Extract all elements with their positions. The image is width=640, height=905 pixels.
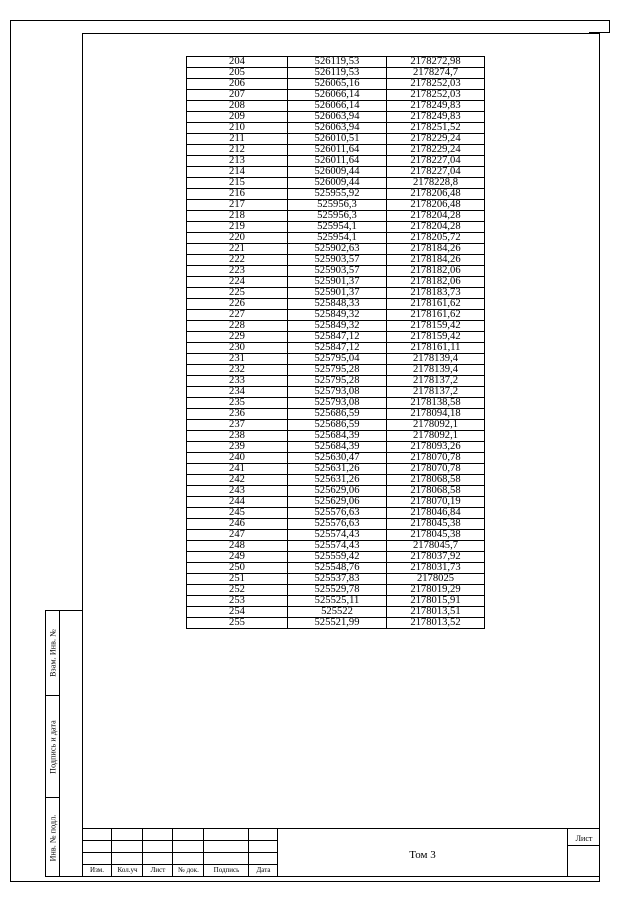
point-number-cell: 231 bbox=[187, 354, 288, 365]
point-number-cell: 242 bbox=[187, 475, 288, 486]
y-coordinate-cell: 2178229,24 bbox=[387, 134, 485, 145]
y-coordinate-cell: 2178013,52 bbox=[387, 618, 485, 629]
x-coordinate-cell: 525954,1 bbox=[288, 222, 387, 233]
title-block-grid bbox=[82, 829, 278, 877]
y-coordinate-cell: 2178137,2 bbox=[387, 376, 485, 387]
y-coordinate-cell: 2178068,58 bbox=[387, 486, 485, 497]
side-stamp-podpis-label: Подпись и дата bbox=[48, 719, 57, 774]
point-number-cell: 222 bbox=[187, 255, 288, 266]
point-number-cell: 229 bbox=[187, 332, 288, 343]
x-coordinate-cell: 525630,47 bbox=[288, 453, 387, 464]
point-number-cell: 247 bbox=[187, 530, 288, 541]
point-number-cell: 216 bbox=[187, 189, 288, 200]
table-row bbox=[187, 332, 485, 343]
y-coordinate-cell: 2178138,58 bbox=[387, 398, 485, 409]
point-number-cell: 240 bbox=[187, 453, 288, 464]
side-stamp-vzam-cell bbox=[46, 611, 60, 696]
x-coordinate-cell: 526009,44 bbox=[288, 178, 387, 189]
document-title: Том 3 bbox=[409, 849, 436, 861]
side-stamp-vzam-label: Взам. Инв. № bbox=[48, 629, 57, 677]
x-coordinate-cell: 525849,32 bbox=[288, 310, 387, 321]
x-coordinate-cell: 525955,92 bbox=[288, 189, 387, 200]
x-coordinate-cell: 525521,99 bbox=[288, 618, 387, 629]
tb-header-kolich: Кол.уч bbox=[117, 866, 138, 874]
point-number-cell: 251 bbox=[187, 574, 288, 585]
table-row bbox=[187, 167, 485, 178]
table-row bbox=[187, 497, 485, 508]
x-coordinate-cell: 525901,37 bbox=[288, 288, 387, 299]
side-stamp-podpis-cell bbox=[46, 696, 60, 798]
table-row bbox=[187, 420, 485, 431]
table-row bbox=[187, 343, 485, 354]
table-row bbox=[187, 596, 485, 607]
y-coordinate-cell: 2178019,29 bbox=[387, 585, 485, 596]
sheet-label: Лист bbox=[568, 833, 600, 846]
corner-tab bbox=[589, 20, 610, 33]
x-coordinate-cell: 525847,12 bbox=[288, 343, 387, 354]
table-row bbox=[187, 233, 485, 244]
table-row bbox=[187, 618, 485, 629]
point-number-cell: 213 bbox=[187, 156, 288, 167]
y-coordinate-cell: 2178227,04 bbox=[387, 167, 485, 178]
y-coordinate-cell: 2178182,06 bbox=[387, 277, 485, 288]
x-coordinate-cell: 525849,32 bbox=[288, 321, 387, 332]
point-number-cell: 212 bbox=[187, 145, 288, 156]
tb-header-izm: Изм. bbox=[90, 866, 104, 874]
point-number-cell: 232 bbox=[187, 365, 288, 376]
side-stamp bbox=[45, 610, 82, 877]
y-coordinate-cell: 2178070,78 bbox=[387, 453, 485, 464]
y-coordinate-cell: 2178015,91 bbox=[387, 596, 485, 607]
table-row bbox=[187, 442, 485, 453]
y-coordinate-cell: 2178228,8 bbox=[387, 178, 485, 189]
table-row bbox=[187, 123, 485, 134]
x-coordinate-cell: 525574,43 bbox=[288, 530, 387, 541]
point-number-cell: 218 bbox=[187, 211, 288, 222]
x-coordinate-cell: 525903,57 bbox=[288, 255, 387, 266]
y-coordinate-cell: 2178229,24 bbox=[387, 145, 485, 156]
table-row bbox=[187, 354, 485, 365]
table-row bbox=[187, 310, 485, 321]
y-coordinate-cell: 2178205,72 bbox=[387, 233, 485, 244]
x-coordinate-cell: 525631,26 bbox=[288, 464, 387, 475]
table-row bbox=[187, 288, 485, 299]
y-coordinate-cell: 2178037,92 bbox=[387, 552, 485, 563]
y-coordinate-cell: 2178184,26 bbox=[387, 244, 485, 255]
tb-row-line bbox=[82, 852, 278, 853]
x-coordinate-cell: 526065,16 bbox=[288, 79, 387, 90]
y-coordinate-cell: 2178137,2 bbox=[387, 387, 485, 398]
x-coordinate-cell: 526119,53 bbox=[288, 68, 387, 79]
y-coordinate-cell: 2178045,7 bbox=[387, 541, 485, 552]
y-coordinate-cell: 2178227,04 bbox=[387, 156, 485, 167]
table-row bbox=[187, 376, 485, 387]
x-coordinate-cell: 525795,04 bbox=[288, 354, 387, 365]
y-coordinate-cell: 2178161,62 bbox=[387, 299, 485, 310]
x-coordinate-cell: 526063,94 bbox=[288, 123, 387, 134]
x-coordinate-cell: 526066,14 bbox=[288, 90, 387, 101]
point-number-cell: 244 bbox=[187, 497, 288, 508]
point-number-cell: 235 bbox=[187, 398, 288, 409]
table-row bbox=[187, 222, 485, 233]
point-number-cell: 205 bbox=[187, 68, 288, 79]
x-coordinate-cell: 526009,44 bbox=[288, 167, 387, 178]
x-coordinate-cell: 525686,59 bbox=[288, 409, 387, 420]
x-coordinate-cell: 526011,64 bbox=[288, 145, 387, 156]
x-coordinate-cell: 525522 bbox=[288, 607, 387, 618]
y-coordinate-cell: 2178249,83 bbox=[387, 112, 485, 123]
table-row bbox=[187, 574, 485, 585]
point-number-cell: 233 bbox=[187, 376, 288, 387]
table-row bbox=[187, 398, 485, 409]
point-number-cell: 219 bbox=[187, 222, 288, 233]
table-row bbox=[187, 563, 485, 574]
point-number-cell: 239 bbox=[187, 442, 288, 453]
x-coordinate-cell: 525576,63 bbox=[288, 508, 387, 519]
point-number-cell: 248 bbox=[187, 541, 288, 552]
table-row bbox=[187, 409, 485, 420]
x-coordinate-cell: 525684,39 bbox=[288, 431, 387, 442]
x-coordinate-cell: 525548,76 bbox=[288, 563, 387, 574]
point-number-cell: 204 bbox=[187, 57, 288, 68]
table-row bbox=[187, 486, 485, 497]
point-number-cell: 249 bbox=[187, 552, 288, 563]
point-number-cell: 241 bbox=[187, 464, 288, 475]
point-number-cell: 237 bbox=[187, 420, 288, 431]
table-row bbox=[187, 475, 485, 486]
point-number-cell: 210 bbox=[187, 123, 288, 134]
table-row bbox=[187, 387, 485, 398]
x-coordinate-cell: 525954,1 bbox=[288, 233, 387, 244]
y-coordinate-cell: 2178182,06 bbox=[387, 266, 485, 277]
y-coordinate-cell: 2178204,28 bbox=[387, 211, 485, 222]
point-number-cell: 220 bbox=[187, 233, 288, 244]
point-number-cell: 224 bbox=[187, 277, 288, 288]
x-coordinate-cell: 525684,39 bbox=[288, 442, 387, 453]
y-coordinate-cell: 2178092,1 bbox=[387, 420, 485, 431]
y-coordinate-cell: 2178206,48 bbox=[387, 189, 485, 200]
point-number-cell: 228 bbox=[187, 321, 288, 332]
x-coordinate-cell: 525793,08 bbox=[288, 398, 387, 409]
table-row bbox=[187, 541, 485, 552]
point-number-cell: 252 bbox=[187, 585, 288, 596]
point-number-cell: 217 bbox=[187, 200, 288, 211]
y-coordinate-cell: 2178249,83 bbox=[387, 101, 485, 112]
x-coordinate-cell: 525629,06 bbox=[288, 497, 387, 508]
tb-header-list: Лист bbox=[150, 866, 166, 874]
x-coordinate-cell: 525525,11 bbox=[288, 596, 387, 607]
x-coordinate-cell: 525901,37 bbox=[288, 277, 387, 288]
table-row bbox=[187, 134, 485, 145]
x-coordinate-cell: 525631,26 bbox=[288, 475, 387, 486]
y-coordinate-cell: 2178070,19 bbox=[387, 497, 485, 508]
table-row bbox=[187, 68, 485, 79]
x-coordinate-cell: 525686,59 bbox=[288, 420, 387, 431]
y-coordinate-cell: 2178159,42 bbox=[387, 321, 485, 332]
table-row bbox=[187, 189, 485, 200]
point-number-cell: 243 bbox=[187, 486, 288, 497]
x-coordinate-cell: 525629,06 bbox=[288, 486, 387, 497]
y-coordinate-cell: 2178092,1 bbox=[387, 431, 485, 442]
title-block-sheet bbox=[568, 829, 600, 877]
tb-header-ndok: № док. bbox=[178, 866, 199, 874]
table-row bbox=[187, 530, 485, 541]
y-coordinate-cell: 2178068,58 bbox=[387, 475, 485, 486]
point-number-cell: 227 bbox=[187, 310, 288, 321]
point-number-cell: 246 bbox=[187, 519, 288, 530]
point-number-cell: 253 bbox=[187, 596, 288, 607]
side-stamp-inv-label: Инв. № подл. bbox=[48, 814, 57, 861]
point-number-cell: 238 bbox=[187, 431, 288, 442]
table-row bbox=[187, 585, 485, 596]
y-coordinate-cell: 2178070,78 bbox=[387, 464, 485, 475]
x-coordinate-cell: 526119,53 bbox=[288, 57, 387, 68]
table-row bbox=[187, 200, 485, 211]
x-coordinate-cell: 526010,51 bbox=[288, 134, 387, 145]
table-row bbox=[187, 266, 485, 277]
table-row bbox=[187, 431, 485, 442]
table-row bbox=[187, 321, 485, 332]
table-row bbox=[187, 277, 485, 288]
point-number-cell: 208 bbox=[187, 101, 288, 112]
x-coordinate-cell: 526011,64 bbox=[288, 156, 387, 167]
y-coordinate-cell: 2178094,18 bbox=[387, 409, 485, 420]
y-coordinate-cell: 2178139,4 bbox=[387, 354, 485, 365]
point-number-cell: 234 bbox=[187, 387, 288, 398]
table-row bbox=[187, 156, 485, 167]
point-number-cell: 211 bbox=[187, 134, 288, 145]
table-row bbox=[187, 101, 485, 112]
point-number-cell: 230 bbox=[187, 343, 288, 354]
table-row bbox=[187, 178, 485, 189]
x-coordinate-cell: 525956,3 bbox=[288, 211, 387, 222]
x-coordinate-cell: 525559,42 bbox=[288, 552, 387, 563]
y-coordinate-cell: 2178045,38 bbox=[387, 519, 485, 530]
point-number-cell: 207 bbox=[187, 90, 288, 101]
y-coordinate-cell: 2178274,7 bbox=[387, 68, 485, 79]
table-row bbox=[187, 453, 485, 464]
point-number-cell: 225 bbox=[187, 288, 288, 299]
x-coordinate-cell: 525902,63 bbox=[288, 244, 387, 255]
y-coordinate-cell: 2178251,52 bbox=[387, 123, 485, 134]
table-row bbox=[187, 299, 485, 310]
y-coordinate-cell: 2178272,98 bbox=[387, 57, 485, 68]
x-coordinate-cell: 525793,08 bbox=[288, 387, 387, 398]
table-row bbox=[187, 365, 485, 376]
table-row bbox=[187, 79, 485, 90]
tb-header-podpis: Подпись bbox=[213, 866, 240, 874]
point-number-cell: 209 bbox=[187, 112, 288, 123]
table-row bbox=[187, 244, 485, 255]
tb-row-line bbox=[82, 840, 278, 841]
table-row bbox=[187, 57, 485, 68]
title-block bbox=[82, 828, 600, 877]
point-number-cell: 223 bbox=[187, 266, 288, 277]
table-row bbox=[187, 90, 485, 101]
point-number-cell: 226 bbox=[187, 299, 288, 310]
y-coordinate-cell: 2178013,51 bbox=[387, 607, 485, 618]
y-coordinate-cell: 2178045,38 bbox=[387, 530, 485, 541]
table-row bbox=[187, 464, 485, 475]
x-coordinate-cell: 525529,78 bbox=[288, 585, 387, 596]
x-coordinate-cell: 525574,43 bbox=[288, 541, 387, 552]
side-stamp-inv-cell bbox=[46, 798, 60, 877]
y-coordinate-cell: 2178025 bbox=[387, 574, 485, 585]
table-row bbox=[187, 607, 485, 618]
y-coordinate-cell: 2178161,11 bbox=[387, 343, 485, 354]
point-number-cell: 215 bbox=[187, 178, 288, 189]
x-coordinate-cell: 525848,33 bbox=[288, 299, 387, 310]
y-coordinate-cell: 2178031,73 bbox=[387, 563, 485, 574]
x-coordinate-cell: 525795,28 bbox=[288, 376, 387, 387]
y-coordinate-cell: 2178206,48 bbox=[387, 200, 485, 211]
table-row bbox=[187, 145, 485, 156]
x-coordinate-cell: 526063,94 bbox=[288, 112, 387, 123]
coordinates-table-body bbox=[187, 57, 485, 629]
point-number-cell: 245 bbox=[187, 508, 288, 519]
y-coordinate-cell: 2178046,84 bbox=[387, 508, 485, 519]
table-row bbox=[187, 211, 485, 222]
table-row bbox=[187, 508, 485, 519]
x-coordinate-cell: 525847,12 bbox=[288, 332, 387, 343]
table-row bbox=[187, 552, 485, 563]
y-coordinate-cell: 2178204,28 bbox=[387, 222, 485, 233]
point-number-cell: 236 bbox=[187, 409, 288, 420]
y-coordinate-cell: 2178184,26 bbox=[387, 255, 485, 266]
point-number-cell: 254 bbox=[187, 607, 288, 618]
y-coordinate-cell: 2178139,4 bbox=[387, 365, 485, 376]
x-coordinate-cell: 525903,57 bbox=[288, 266, 387, 277]
point-number-cell: 221 bbox=[187, 244, 288, 255]
point-number-cell: 250 bbox=[187, 563, 288, 574]
y-coordinate-cell: 2178252,03 bbox=[387, 90, 485, 101]
y-coordinate-cell: 2178161,62 bbox=[387, 310, 485, 321]
y-coordinate-cell: 2178159,42 bbox=[387, 332, 485, 343]
x-coordinate-cell: 526066,14 bbox=[288, 101, 387, 112]
tb-header-data: Дата bbox=[256, 866, 271, 874]
y-coordinate-cell: 2178093,26 bbox=[387, 442, 485, 453]
point-number-cell: 206 bbox=[187, 79, 288, 90]
table-row bbox=[187, 519, 485, 530]
y-coordinate-cell: 2178252,03 bbox=[387, 79, 485, 90]
x-coordinate-cell: 525956,3 bbox=[288, 200, 387, 211]
point-number-cell: 255 bbox=[187, 618, 288, 629]
y-coordinate-cell: 2178183,73 bbox=[387, 288, 485, 299]
table-row bbox=[187, 112, 485, 123]
coordinates-table bbox=[186, 56, 485, 629]
x-coordinate-cell: 525537,83 bbox=[288, 574, 387, 585]
table-row bbox=[187, 255, 485, 266]
x-coordinate-cell: 525795,28 bbox=[288, 365, 387, 376]
x-coordinate-cell: 525576,63 bbox=[288, 519, 387, 530]
title-block-main bbox=[278, 829, 568, 877]
point-number-cell: 214 bbox=[187, 167, 288, 178]
